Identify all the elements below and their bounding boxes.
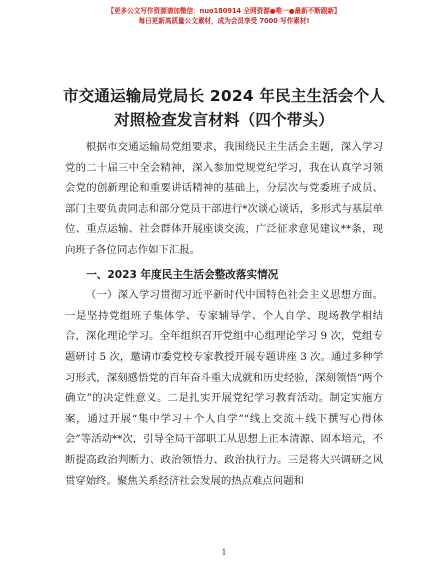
body-paragraph: （一）深入学习贯彻习近平新时代中国特色社会主义思想方面。一是坚持党组班子集体学、专家辅导学、个人自学、现场教学相结合，深化理论学习。全年组织召开党组中心组理论学习 9 次，党组专题研讨 5 次，邀请市委党校专家教授开展专题讲座 3 次。通过多种学习形式，深刻感悟党的百年奋斗重大成就和历史经验，深刻领悟“两个确立”的决定性意义。二是扎实开展党纪学习教育活动。制定实施方案，通过开展“集中学习＋个人自学”“线上交流＋线下撰写心得体会”等活动**次，引导全局干部职工从思想上正本清源、固本培元，不断提高政治判断力、政治领悟力、政治执行力。三是将大兴调研之风贯穿始终。聚焦关系经济社会发展的热点难点问题和 [65,289,383,487]
header-banner [0,6,448,26]
banner-line-1: 【更多公文写作资源请加微信：nuo180914 全网资源●唯一●最新不断跟新】 [107,7,341,15]
document-title: 市交通运输局党局长 2024 年民主生活会个人对照检查发言材料（四个带头） [62,87,386,129]
intro-paragraph: 根据市交通运输局党组要求，我围绕民主生活会主题，深入学习党的二十届三中全会精神，深入参加党规党纪学习，我在认真学习领会党的创新理论和重要讲话精神的基础上，分层次与党委班子成员、部门主要负责同志和部分党员干部进行*次谈心谈话，多形式与基层单位、重点运输、社会群体开展座谈交流，广泛征求意见建议**条，现向班子各位同志作如下汇报。 [65,141,383,256]
page-number: 1 [221,548,227,557]
banner-line-2: 每日更新高质量公文素材，成为会员享受 7000 写作素材! [138,17,310,25]
section-heading: 一、2023 年度民主生活会整改落实情况 [86,268,279,281]
document-body [65,137,383,491]
